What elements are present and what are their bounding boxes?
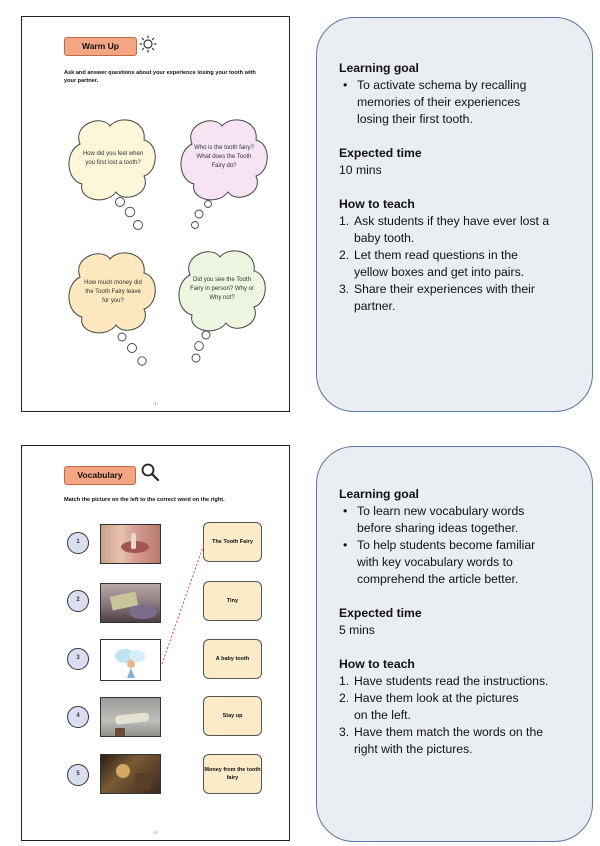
thought-cloud-4-text: Did you see the Tooth Fairy in person? Why or Why not?	[190, 276, 254, 301]
expected-time-heading: Expected time	[339, 606, 422, 620]
teach-step	[339, 213, 578, 247]
word-box-2: Tiny	[203, 581, 262, 621]
expected-time-value: 10 mins	[339, 163, 382, 177]
step-line: Share their experiences with their	[354, 282, 535, 296]
step-line: Ask students if they have ever lost a	[354, 214, 550, 228]
teacher-notes-vocabulary	[316, 446, 593, 842]
goal-bullet	[339, 503, 578, 537]
step-line: Have them match the words on the	[354, 725, 544, 739]
step-line: Have students read the instructions.	[354, 674, 549, 688]
teach-step	[339, 724, 578, 758]
sun-icon	[139, 35, 157, 53]
goal-bullet	[339, 77, 578, 128]
step-line: baby tooth.	[354, 231, 415, 245]
goal-line: • To learn new vocabulary words	[357, 504, 525, 518]
step-number: 1.	[339, 674, 350, 688]
item-number-3: 3	[67, 648, 89, 670]
learning-goal-heading: Learning goal	[339, 487, 419, 501]
goal-line: losing their first tooth.	[357, 112, 473, 126]
word-box-4: Stay up	[203, 696, 262, 736]
goal-line: • To help students become familiar	[357, 538, 536, 552]
word-box-5: Money from the tooth fairy	[203, 754, 262, 794]
how-to-teach-heading: How to teach	[339, 197, 415, 211]
goal-line: • To activate schema by recalling	[357, 78, 527, 92]
teach-step	[339, 247, 578, 281]
thought-cloud-2-text: Who is the tooth fairy? What does the Tooth Fairy do?	[194, 144, 254, 169]
item-number-5: 5	[67, 764, 89, 786]
word-box-3: A baby tooth	[203, 639, 262, 679]
expected-time-value: 5 mins	[339, 623, 375, 637]
item-number-1: 1	[67, 532, 89, 554]
warm-up-instruction: Ask and answer questions about your experience losing your tooth with your partner.	[64, 70, 256, 84]
vocabulary-chip: Vocabulary	[64, 466, 136, 485]
thought-cloud-3-text: How much money did the Tooth Fairy leave for you?	[84, 279, 142, 304]
word-box-1: The Tooth Fairy	[203, 522, 262, 562]
item-number-2: 2	[67, 590, 89, 612]
thought-cloud-1-text: How did you feel when you first lost a tooth?	[82, 151, 144, 166]
step-line: Let them read questions in the	[354, 248, 518, 262]
goal-line: memories of their experiences	[357, 95, 521, 109]
step-line: yellow boxes and get into pairs.	[354, 265, 525, 279]
step-number: 2.	[339, 248, 350, 262]
step-line: Have them look at the pictures	[354, 691, 519, 705]
warm-up-chip: Warm Up	[64, 37, 137, 56]
page-number-2: -2-	[152, 830, 159, 835]
page-number-1: -1-	[152, 401, 159, 406]
item-number-4: 4	[67, 706, 89, 728]
step-number: 2.	[339, 691, 350, 705]
step-number: 3.	[339, 282, 350, 296]
step-number: 3.	[339, 725, 350, 739]
step-number: 1.	[339, 214, 350, 228]
goal-line: before sharing ideas together.	[357, 521, 519, 535]
goal-line: with key vocabulary words to	[357, 555, 513, 569]
worksheet-page-warm-up	[21, 16, 290, 412]
goal-line: comprehend the article better.	[357, 572, 519, 586]
expected-time-heading: Expected time	[339, 146, 422, 160]
step-line: on the left.	[354, 708, 411, 722]
vocabulary-instruction: Match the picture on the left to the correct word on the right.	[64, 497, 225, 503]
how-to-teach-heading: How to teach	[339, 657, 415, 671]
learning-goal-heading: Learning goal	[339, 61, 419, 75]
goal-bullet	[339, 537, 578, 588]
step-line: partner.	[354, 299, 396, 313]
example-match-line	[22, 446, 291, 842]
teach-step	[339, 673, 578, 690]
step-line: right with the pictures.	[354, 742, 473, 756]
worksheet-page-vocabulary	[21, 445, 290, 841]
teach-step	[339, 281, 578, 315]
teacher-notes-warm-up	[316, 17, 593, 412]
teach-step	[339, 690, 578, 724]
